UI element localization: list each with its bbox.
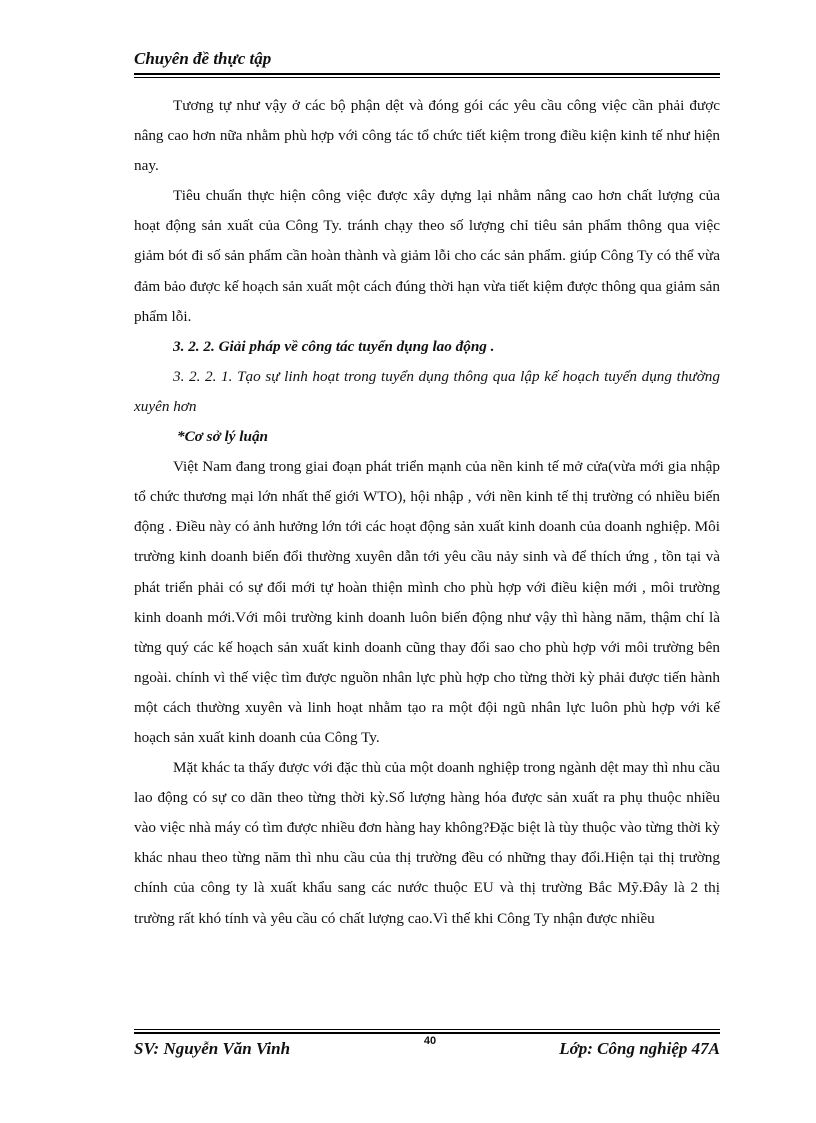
basis-heading: *Cơ sở lý luận [177, 428, 268, 446]
footer-rule-thin [134, 1029, 720, 1030]
header-rule-thin [134, 77, 720, 78]
subsection-heading-3-2-2-1: 3. 2. 2. 1. Tạo sự linh hoạt trong tuyển dụng thông qua lập kế hoạch tuyển dụng thường xuyên hơn [134, 367, 720, 415]
page-number: 40 [423, 1035, 437, 1047]
footer-rule [134, 1032, 720, 1034]
section-heading-3-2-2: 3. 2. 2. Giải pháp về công tác tuyển dụng lao động . [173, 337, 495, 355]
paragraph-2: Tiêu chuẩn thực hiện công việc được xây dựng lại nhằm nâng cao hơn chất lượng của hoạt động sản xuất của Công Ty. tránh chạy theo số lượng chỉ tiêu sản phẩm thông qua việc giảm bót đi số sản phẩm cần hoàn thành và giảm lỗi cho các sản phẩm. giúp Công Ty có thể vừa đảm bảo được kế hoạch sản xuất một cách đúng thời hạn vừa tiết kiệm được thông qua giảm sản phẩm lỗi. [134, 187, 720, 325]
footer-student-name: SV: Nguyễn Văn Vinh [134, 1039, 291, 1058]
page-header-title: Chuyên đề thực tập [134, 49, 272, 68]
footer-class: Lớp: Công nghiệp 47A [559, 1039, 720, 1058]
paragraph-4: Mặt khác ta thấy được với đặc thù của một doanh nghiệp trong ngành dệt may thì nhu cầu lao động có sự co dãn theo từng thời kỳ.Số lượng hàng hóa được sản xuất ra phụ thuộc nhiều vào việc nhà máy có tìm được nhiều đơn hàng hay không?Đặc biệt là tùy thuộc vào từng thời kỳ khác nhau theo từng năm thì nhu cầu của thị trường đều có những thay đổi.Hiện tại thị trường chính của công ty là xuất khẩu sang các nước thuộc EU và thị trường Bắc Mỹ.Đây là 2 thị trường rất khó tính và yêu cầu có chất lượng cao.Vì thế khi Công Ty nhận được nhiều [134, 759, 720, 927]
paragraph-1: Tương tự như vậy ở các bộ phận dệt và đóng gói các yêu cầu công việc cần phải được nâng cao hơn nữa nhằm phù hợp với công tác tổ chức tiết kiệm trong điều kiện kinh tế như hiện nay. [134, 97, 720, 175]
header-rule [134, 73, 720, 75]
paragraph-3: Việt Nam đang trong giai đoạn phát triển mạnh của nền kinh tế mở cửa(vừa mới gia nhập tổ chức thương mại lớn nhất thế giới WTO), hội nhập , với nền kinh tế thị trường có nhiều biến động . Điều này có ảnh hưởng lớn tới các hoạt động sản xuất kinh doanh của doanh nghiệp. Môi trường kinh doanh biến đổi thường xuyên dẫn tới yêu cầu nảy sinh và để thích ứng , tồn tại và phát triển phải có sự đổi mới tự hoàn thiện mình cho phù hợp với điều kiện mới , môi trường kinh doanh mới.Với môi trường kinh doanh luôn biến động như vậy thì hàng năm, thậm chí là từng quý các kế hoạch sản xuất kinh doanh cũng thay đổi sao cho phù hợp với môi trường bên ngoài. chính vì thế việc tìm được nguồn nhân lực phù hợp cho từng thời kỳ phải được tiến hành một cách thường xuyên và linh hoạt nhằm tạo ra một đội ngũ nhân lực luôn phù hợp với kế hoạch sản xuất kinh doanh của Công Ty. [134, 458, 720, 746]
document-body [134, 91, 720, 934]
